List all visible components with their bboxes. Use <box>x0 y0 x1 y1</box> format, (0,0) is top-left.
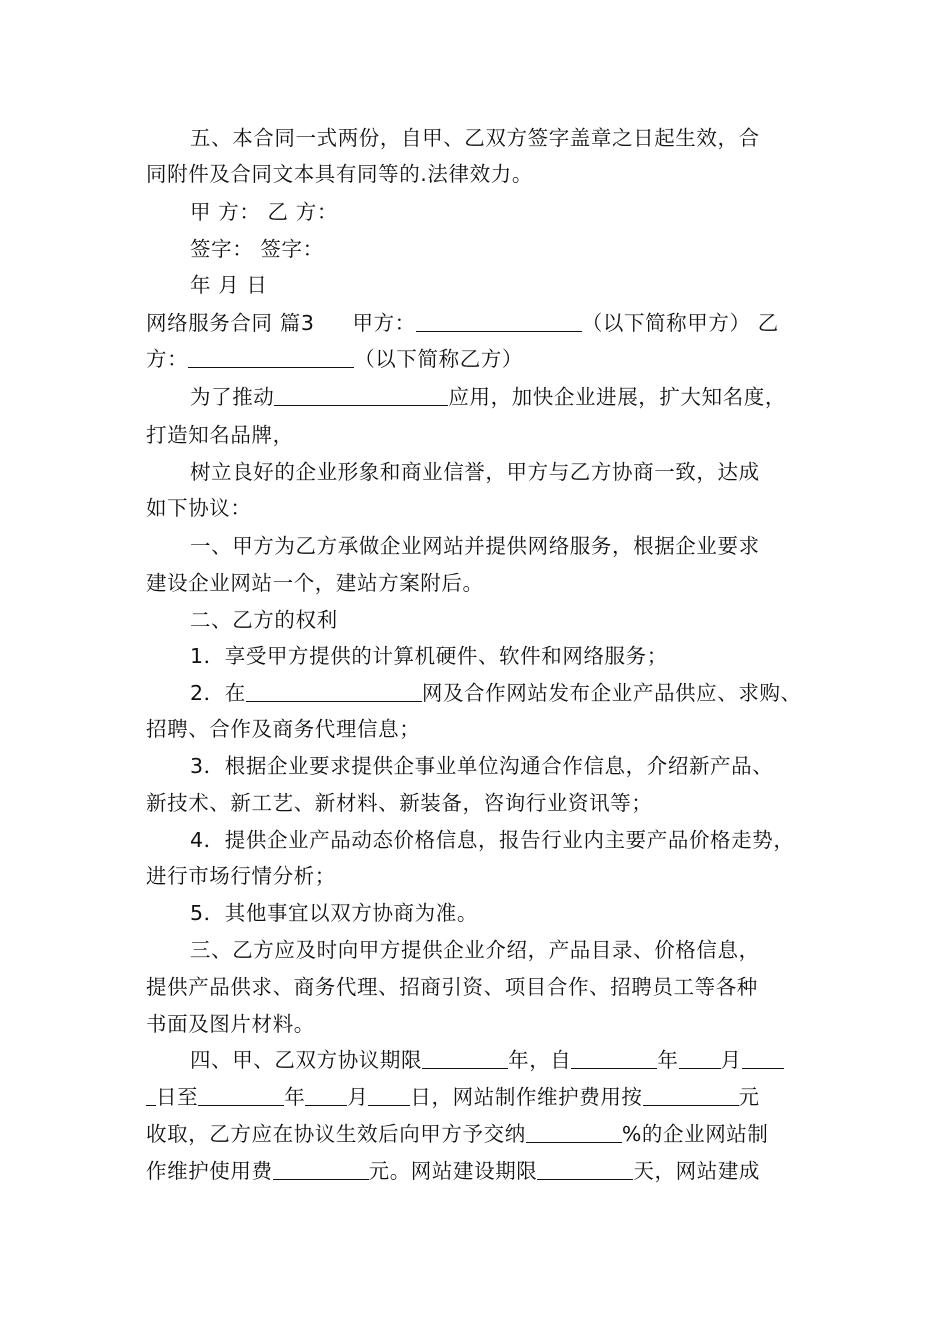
usage-fee-blank[interactable] <box>273 1159 369 1180</box>
paragraph-line: 收取，乙方应在协议生效后向甲方予交纳 %的企业网站制 <box>146 1122 769 1146</box>
signature-party-line: 甲 方： 乙 方： <box>190 200 338 224</box>
paragraph-line: 三、乙方应及时向甲方提供企业介绍，产品目录、价格信息， <box>190 938 760 962</box>
signature-line: 签字： 签字： <box>190 237 324 261</box>
start-year-blank[interactable] <box>571 1048 657 1069</box>
paragraph-line: 四、甲、乙双方协议期限 年，自 年 月 <box>190 1047 784 1073</box>
list-item: 3．根据企业要求提供企事业单位沟通合作信息，介绍新产品、 <box>190 754 774 778</box>
date-line: 年 月 日 <box>190 273 268 297</box>
list-item: 5．其他事宜以双方协商为准。 <box>190 901 478 925</box>
list-item: 2．在 网及合作网站发布企业产品供应、求购、 <box>190 681 802 705</box>
party-a-label: 甲方： <box>352 311 416 335</box>
paragraph-line: 打造知名品牌， <box>146 423 294 447</box>
clause-heading: 二、乙方的权利 <box>190 608 338 632</box>
paragraph-line: 提供产品供求、商务代理、招商引资、项目合作、招聘员工等各种 <box>146 975 758 999</box>
paragraph-line: 建设企业网站一个，建站方案附后。 <box>146 571 484 595</box>
paragraph-line: 新技术、新工艺、新材料、新装备，咨询行业资讯等； <box>146 791 653 815</box>
application-blank[interactable] <box>274 385 448 406</box>
section-title-line: 网络服务合同 篇3 甲方： （以下简称甲方） 乙 <box>146 311 779 335</box>
list-item: 4．提供企业产品动态价格信息，报告行业内主要产品价格走势， <box>190 828 795 852</box>
paragraph-line: 为了推动 应用，加快企业进展，扩大知名度， <box>190 385 787 409</box>
term-years-blank[interactable] <box>422 1048 508 1069</box>
paragraph-line: 树立良好的企业形象和商业信誉，甲方与乙方协商一致，达成 <box>190 460 760 484</box>
end-day-blank[interactable] <box>368 1085 410 1106</box>
build-days-blank[interactable] <box>537 1159 633 1180</box>
website-blank[interactable] <box>246 681 422 702</box>
paragraph-line: 进行市场行情分析； <box>146 864 336 888</box>
section-title: 网络服务合同 篇3 <box>146 311 315 335</box>
paragraph-line: 方： （以下简称乙方） <box>146 347 524 371</box>
paragraph-line: 招聘、合作及商务代理信息； <box>146 717 421 741</box>
list-item: 1．享受甲方提供的计算机硬件、软件和网络服务； <box>190 644 668 668</box>
paragraph-line: 日至 年 月 日，网站制作维护费用按 元 <box>146 1084 760 1110</box>
fee-amount-blank[interactable] <box>643 1085 739 1106</box>
start-month-blank[interactable] <box>679 1048 721 1069</box>
paragraph-line: 作维护使用费 元。网站建设期限 天，网站建成 <box>146 1159 761 1183</box>
paragraph-line: 同附件及合同文本具有同等的.法律效力。 <box>146 162 533 186</box>
start-day-blank[interactable] <box>742 1048 784 1069</box>
end-year-blank[interactable] <box>198 1085 284 1106</box>
party-b-blank[interactable] <box>188 347 354 368</box>
paragraph-line: 五、本合同一式两份，自甲、乙双方签字盖章之日起生效，合 <box>190 126 760 150</box>
party-a-blank[interactable] <box>416 311 582 332</box>
end-month-blank[interactable] <box>305 1085 347 1106</box>
paragraph-line: 书面及图片材料。 <box>146 1012 315 1036</box>
paragraph-line: 如下协议： <box>146 496 252 520</box>
percent-blank[interactable] <box>526 1122 622 1143</box>
paragraph-line: 一、甲方为乙方承做企业网站并提供网络服务，根据企业要求 <box>190 534 760 558</box>
